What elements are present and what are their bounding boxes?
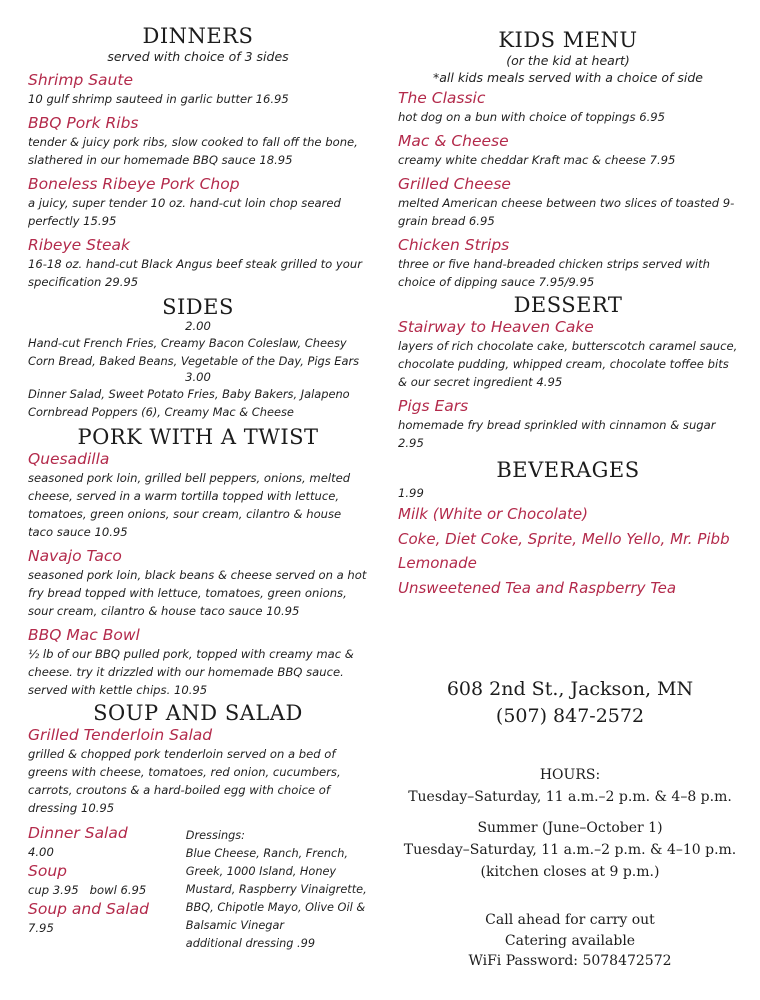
kids-subtitle: (or the kid at heart) [506,53,630,68]
beverages-section [398,458,738,600]
item-desc: 7.95 [28,921,54,935]
item-desc: three or five hand-breaded chicken strips served with choice of dipping sauce 7.95/9.95 [398,257,711,289]
right-column [398,28,738,600]
item-name: Pigs Ears [398,397,469,415]
kitchen-note: (kitchen closes at 9 p.m.) [480,864,660,880]
kids-note: *all kids meals served with a choice of side [433,70,703,85]
item-name: The Classic [398,89,486,107]
soup-salad-grid [28,823,368,953]
soup-salad-title: SOUP AND SALAD [93,701,303,725]
beverages-title: BEVERAGES [496,458,640,482]
soup-salad-items [28,823,176,953]
menu-item [398,317,738,391]
menu-item [398,88,738,126]
item-name: Shrimp Saute [28,71,133,89]
item-name: Dinner Salad [28,824,128,842]
beverages-price: 1.99 [398,486,424,500]
menu-item [28,113,368,169]
hours-label: HOURS: [539,767,601,783]
sides-price: 3.00 [185,370,211,384]
summer-label: Summer (June–October 1) [477,820,663,836]
address-block [380,676,760,730]
dinners-subtitle: served with choice of 3 sides [107,49,289,64]
menu-item [28,235,368,291]
menu-item [398,235,738,291]
kids-title: KIDS MENU [498,28,638,52]
beverage-item: Milk (White or Chocolate) [398,505,588,523]
item-name: Boneless Ribeye Pork Chop [28,175,240,193]
item-desc: tender & juicy pork ribs, slow cooked to fall off the bone, slathered in our homemade BBQ sauce 18.95 [28,135,358,167]
item-desc: ½ lb of our BBQ pulled pork, topped with creamy mac & cheese. try it drizzled with our homemade BBQ sauce. served with kettle chips. 10.95 [28,647,354,697]
item-name: Soup [28,862,67,880]
wifi-password: WiFi Password: 5078472572 [468,953,672,969]
item-name: Quesadilla [28,450,110,468]
menu-item [28,174,368,230]
item-name: Stairway to Heaven Cake [398,318,594,336]
item-name: Soup and Salad [28,900,149,918]
menu-item [28,70,368,108]
item-desc: melted American cheese between two slices of toasted 9-grain bread 6.95 [398,196,735,228]
item-name: Navajo Taco [28,547,122,565]
item-name: Chicken Strips [398,236,510,254]
sides-section [28,295,368,421]
beverage-item: Lemonade [398,554,477,572]
item-name: Grilled Tenderloin Salad [28,726,213,744]
item-desc: 16-18 oz. hand-cut Black Angus beef steak grilled to your specification 29.95 [28,257,362,289]
dessert-title: DESSERT [513,293,623,317]
item-desc: 10 gulf shrimp sauteed in garlic butter 16.95 [28,92,289,106]
hours-block [380,764,760,883]
menu-item [28,449,368,541]
beverage-item: Unsweetened Tea and Raspberry Tea [398,578,677,597]
kids-section [398,28,738,291]
item-desc: creamy white cheddar Kraft mac & cheese 7.95 [398,153,676,167]
carry-out-note: Call ahead for carry out [485,912,655,928]
phone-number: (507) 847-2572 [495,705,645,727]
item-name: BBQ Mac Bowl [28,626,140,644]
menu-item [398,174,738,230]
hours-summer: Tuesday–Saturday, 11 a.m.–2 p.m. & 4–10 p.m. [403,842,737,858]
item-desc: layers of rich chocolate cake, butterscotch caramel sauce, chocolate pudding, whipped cream, chocolate toffee bits & our secret ingredient 4.95 [398,339,738,389]
beverage-item: Coke, Diet Coke, Sprite, Mello Yello, Mr. Pibb [398,529,730,548]
dressings-label: Dressings: [185,829,245,842]
menu-item [398,131,738,169]
address: 608 2nd St., Jackson, MN [446,678,694,700]
dressings-box [186,823,368,953]
hours-regular: Tuesday–Saturday, 11 a.m.–2 p.m. & 4–8 p.m. [408,789,732,805]
item-desc: hot dog on a bun with choice of toppings 6.95 [398,110,666,124]
dinners-title: DINNERS [142,24,254,48]
item-name: BBQ Pork Ribs [28,114,139,132]
item-desc: 4.00 [28,845,54,859]
item-name: Mac & Cheese [398,132,509,150]
left-column [28,24,368,953]
menu-item [28,546,368,620]
sides-price: 2.00 [185,319,211,333]
dressings-list: Blue Cheese, Ranch, French, Greek, 1000 Island, Honey Mustard, Raspberry Vinaigrette, BBQ, Chipotle Mayo, Olive Oil & Balsamic Vinegar [185,847,367,932]
item-desc: seasoned pork loin, grilled bell peppers, onions, melted cheese, served in a warm tortilla topped with lettuce, tomatoes, green onions, sour cream, cilantro & house taco sauce 10.95 [28,471,351,539]
menu-item [28,625,368,699]
item-name: Grilled Cheese [398,175,511,193]
dessert-section [398,293,738,452]
services-block [380,910,760,972]
item-name: Ribeye Steak [28,236,131,254]
item-desc: cup 3.95 bowl 6.95 [28,883,147,897]
pork-twist-title: PORK WITH A TWIST [77,425,319,449]
soup-salad-section [28,701,368,953]
item-desc: a juicy, super tender 10 oz. hand-cut loin chop seared perfectly 15.95 [28,196,341,228]
catering-note: Catering available [504,932,636,949]
sides-list: Dinner Salad, Sweet Potato Fries, Baby Bakers, Jalapeno Cornbread Poppers (6), Creamy Mac & Cheese [28,387,350,419]
menu-item [28,725,368,817]
sides-list: Hand-cut French Fries, Creamy Bacon Coleslaw, Cheesy Corn Bread, Baked Beans, Vegetable of the Day, Pigs Ears [28,336,360,368]
menu-item [398,396,738,452]
sides-title: SIDES [162,295,234,319]
dressings-extra: additional dressing .99 [185,937,316,950]
item-desc: homemade fry bread sprinkled with cinnamon & sugar 2.95 [398,418,716,450]
item-desc: grilled & chopped pork tenderloin served on a bed of greens with cheese, tomatoes, red onion, cucumbers, carrots, croutons & a hard-boiled egg with choice of dressing 10.95 [28,747,341,815]
item-desc: seasoned pork loin, black beans & cheese served on a hot fry bread topped with lettuce, tomatoes, green onions, sour cream, cilantro & house taco sauce 10.95 [28,568,367,618]
dinners-section [28,24,368,291]
pork-twist-section [28,425,368,699]
